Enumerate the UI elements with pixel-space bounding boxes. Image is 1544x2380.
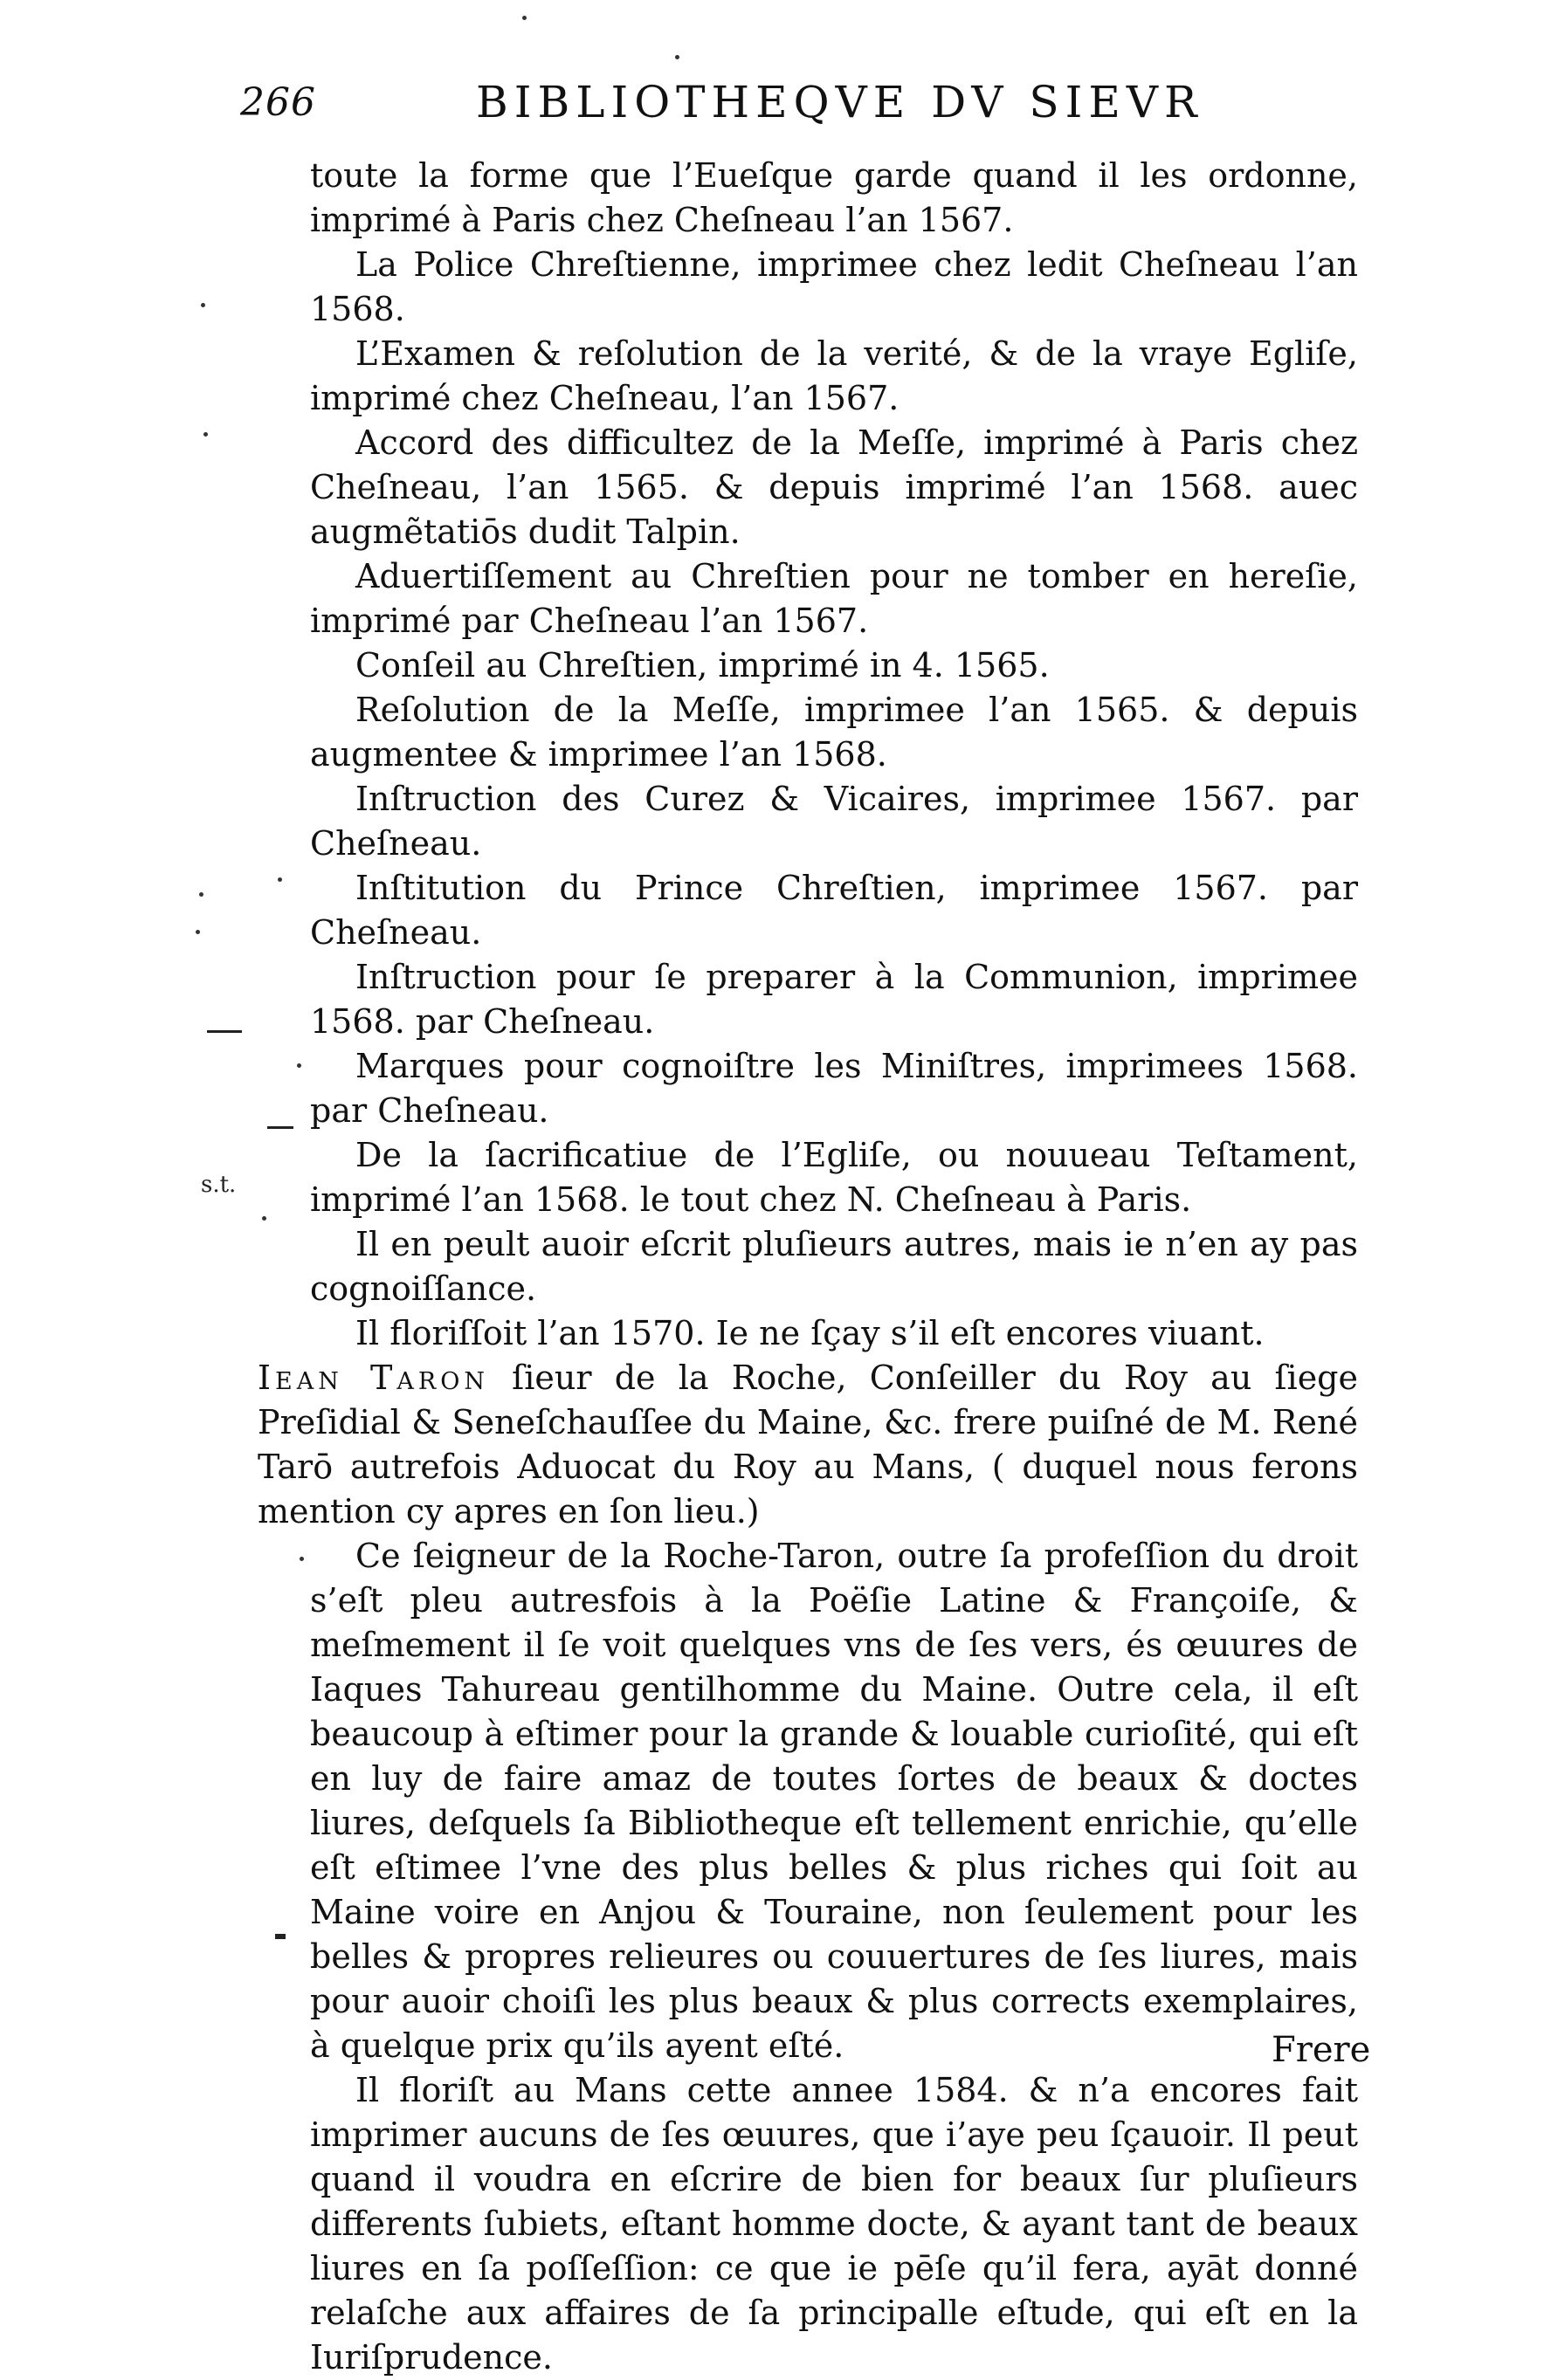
ink-speck xyxy=(522,16,527,20)
ink-speck xyxy=(278,877,282,882)
paragraph: L’Examen & reſolution de la verité, & de la vraye Egliſe, imprimé chez Cheſneau, l’an 1567. xyxy=(310,334,1358,417)
paragraph: Il floriſt au Mans cette annee 1584. & n’a encores fait imprimer aucuns de ſes œuures, que i’aye peu ſçauoir. Il peut quand il voudra en eſcrire de bien for beaux ſur pluſieurs differents ſubiets, eſtant homme docte, & ayant tant de beaux liures en ſa poſſeſſion: ce que ie pēſe qu’il fera, ayāt donné relaſche aux affaires de ſa principalle eſtude, qui eſt en la Iuriſprudence. xyxy=(310,2071,1358,2377)
entry-heading: Iean Taron xyxy=(258,1359,489,1397)
ink-speck xyxy=(300,1557,304,1561)
paragraph: Conſeil au Chreſtien, imprimé in 4. 1565. xyxy=(355,646,1050,684)
paragraph: La Police Chreſtienne, imprimee chez ledit Cheſneau l’an 1568. xyxy=(310,245,1358,328)
body-text xyxy=(258,154,1358,2380)
paragraph: Ce ſeigneur de la Roche-Taron, outre ſa profeſſion du droit s’eſt pleu autresfois à la Poëſie Latine & Françoiſe, & meſmement il ſe voit quelques vns de ſes vers, és œuures de Iaques Tahureau gentilhomme du Maine. Outre cela, il eſt beaucoup à eſtimer pour la grande & louable curioſité, qui eſt en luy de faire amaz de toutes ſortes de beaux & doctes liures, deſquels ſa Bibliotheque eſt tellement enrichie, qu’elle eſt eſtimee l’vne des plus belles & plus riches qui ſoit au Maine voire en Anjou & Touraine, non ſeulement pour les belles & propres relieures ou couuertures de ſes liures, mais pour auoir choiſi les plus beaux & plus corrects exemplaires, à quelque prix qu’ils ayent eſté. xyxy=(310,1537,1358,2065)
margin-mark xyxy=(207,1030,242,1033)
entry-text: ſieur de la Roche, Conſeiller du Roy au ſiege Preſidial & Seneſchauſſee du Maine, &c. frere puiſné de M. René Tarō autrefois Aduocat du Roy au Mans, ( duquel nous ferons mention cy apres en ſon lieu.) xyxy=(258,1359,1358,1530)
margin-mark xyxy=(275,1934,286,1939)
paragraph: Inſtruction des Curez & Vicaires, imprimee 1567. par Cheſneau. xyxy=(310,780,1358,863)
paragraph: Marques pour cognoiſtre les Miniſtres, imprimees 1568. par Cheſneau. xyxy=(310,1047,1358,1130)
paragraph: Inſtitution du Prince Chreſtien, imprimee 1567. par Cheſneau. xyxy=(310,869,1358,952)
paragraph: toute la forme que l’Eueſque garde quand il les ordonne, imprimé à Paris chez Cheſneau l’an 1567. xyxy=(310,156,1358,239)
paragraph: Accord des difficultez de la Meſſe, imprimé à Paris chez Cheſneau, l’an 1565. & depuis imprimé l’an 1568. auec augmẽtatiōs dudit Talpin. xyxy=(310,423,1358,551)
ink-speck xyxy=(203,432,208,437)
entry-paragraph xyxy=(258,1356,1358,1534)
paragraph: De la ſacrificatiue de l’Egliſe, ou nouueau Teſtament, imprimé l’an 1568. le tout chez N. Cheſneau à Paris. xyxy=(310,1136,1358,1219)
paragraph: Inſtruction pour ſe preparer à la Communion, imprimee 1568. par Cheſneau. xyxy=(310,958,1358,1041)
ink-speck xyxy=(675,55,679,59)
paragraph: Il en peult auoir eſcrit pluſieurs autres, mais ie n’en ay pas cognoiſſance. xyxy=(310,1225,1358,1308)
paragraph: Aduertiſſement au Chreſtien pour ne tomber en hereſie, imprimé par Cheſneau l’an 1567. xyxy=(310,557,1358,640)
ink-speck xyxy=(262,1216,266,1221)
ink-speck xyxy=(297,1063,301,1068)
entry-marginal-number: s.t. xyxy=(201,1172,237,1198)
ink-speck xyxy=(199,892,203,897)
page-header xyxy=(240,77,1367,141)
ink-speck xyxy=(201,303,205,307)
ink-speck xyxy=(196,930,200,934)
paragraph: Il floriſſoit l’an 1570. Ie ne ſçay s’il eſt encores viuant. xyxy=(355,1314,1265,1352)
page-number: 266 xyxy=(240,80,316,125)
margin-mark xyxy=(267,1126,293,1129)
catchword: Frere xyxy=(1272,2030,1371,2070)
running-title: BIBLIOTHEQVE DV SIEVR xyxy=(476,77,1203,127)
paragraph: Reſolution de la Meſſe, imprimee l’an 1565. & depuis augmentee & imprimee l’an 1568. xyxy=(310,691,1358,774)
